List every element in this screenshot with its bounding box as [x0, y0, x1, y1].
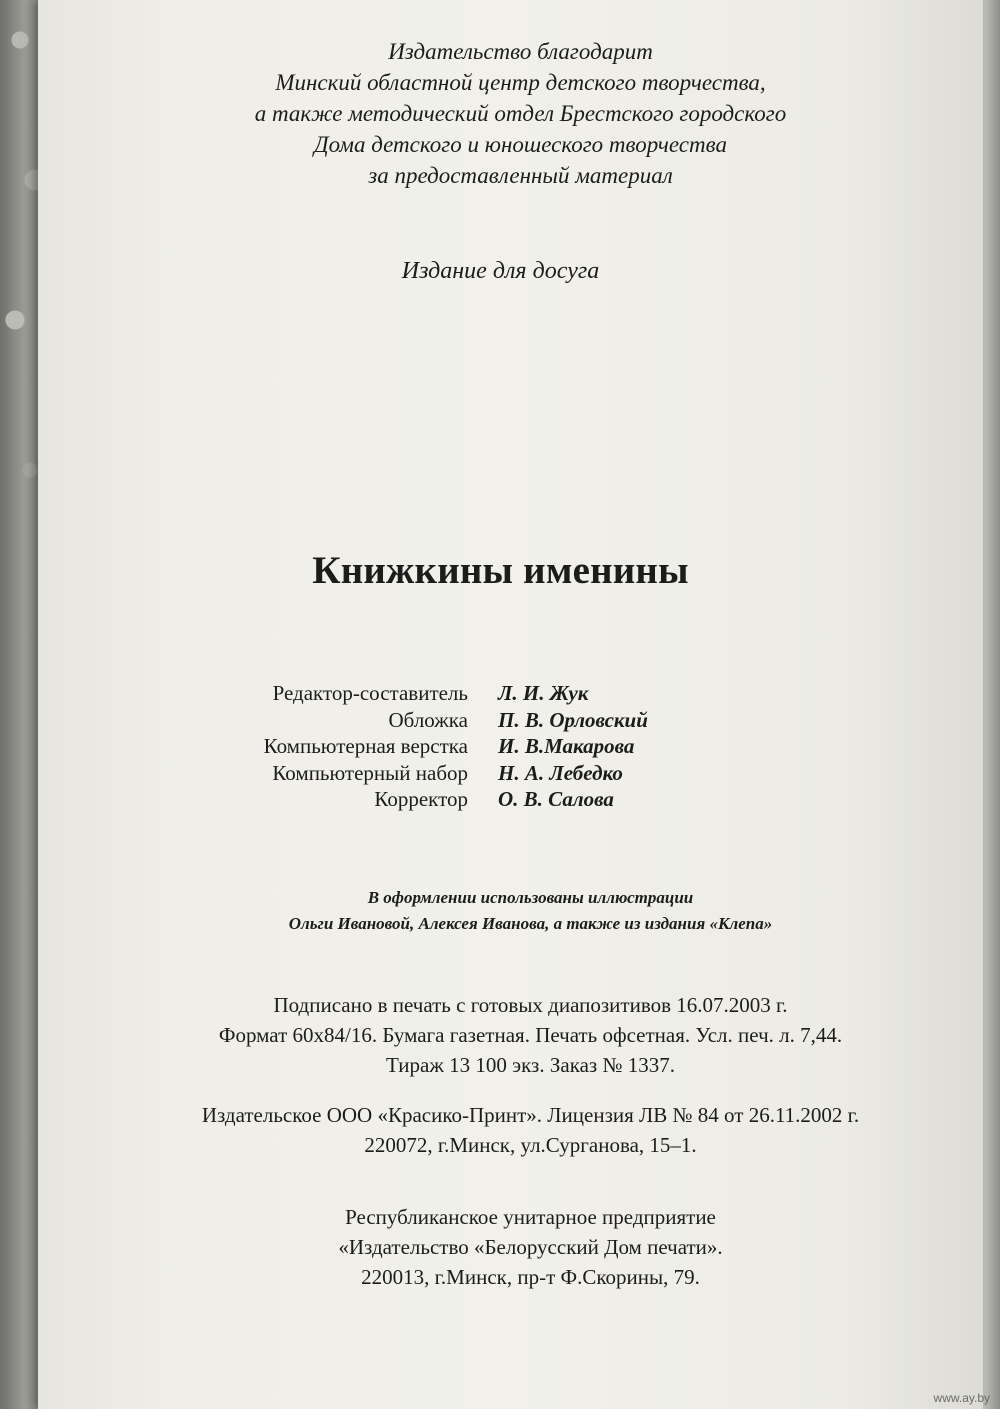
credit-row — [188, 760, 838, 787]
credit-role: Редактор-составитель — [272, 681, 468, 705]
printer-block — [58, 1202, 1000, 1292]
printer-line: «Издательство «Белорусский Дом печати». — [338, 1235, 723, 1259]
site-watermark: www.ay.by — [933, 1391, 990, 1405]
publisher-block — [58, 1100, 1000, 1160]
acknowledgement-line: за предоставленный материал — [368, 163, 673, 188]
publisher-line: Издательское ООО «Красико-Принт». Лицензия ЛВ № 84 от 26.11.2002 г. — [201, 1103, 860, 1127]
credit-role: Компьютерная верстка — [263, 734, 468, 758]
credit-row — [188, 707, 838, 734]
illustrations-line: В оформлении использованы иллюстрации — [367, 888, 694, 907]
acknowledgement-line: а также методический отдел Брестского городского — [254, 101, 787, 126]
printer-line: 220013, г.Минск, пр-т Ф.Скорины, 79. — [361, 1265, 700, 1289]
credit-name: Л. И. Жук — [498, 681, 589, 705]
credits-list — [188, 680, 838, 813]
print-info-line: Подписано в печать с готовых диапозитивов 16.07.2003 г. — [273, 993, 788, 1017]
credit-row — [188, 680, 838, 707]
credit-name: И. В.Макарова — [498, 734, 635, 758]
acknowledgement-line: Дома детского и юношеского творчества — [314, 132, 727, 157]
print-info-block — [58, 990, 1000, 1080]
print-info-line: Формат 60х84/16. Бумага газетная. Печать офсетная. Усл. печ. л. 7,44. — [218, 1023, 843, 1047]
acknowledgement-line: Издательство благодарит — [388, 39, 653, 64]
credit-role: Компьютерный набор — [272, 760, 468, 785]
credit-row — [188, 786, 838, 813]
credit-role: Корректор — [374, 787, 468, 811]
printer-line: Республиканское унитарное предприятие — [345, 1205, 716, 1229]
acknowledgement-line: Минский областной центр детского творчества, — [275, 70, 766, 95]
credit-name: Н. А. Лебедко — [498, 760, 623, 785]
credit-name: О. В. Салова — [498, 787, 614, 811]
book-page — [38, 0, 983, 1409]
acknowledgement-block — [48, 36, 993, 191]
book-title: Книжкины именины — [312, 549, 689, 592]
print-info-line: Тираж 13 100 экз. Заказ № 1337. — [386, 1053, 675, 1077]
edition-type: Издание для досуга — [401, 258, 600, 284]
credit-name: П. В. Орловский — [498, 707, 648, 732]
credit-row — [188, 733, 838, 760]
publisher-line: 220072, г.Минск, ул.Сурганова, 15–1. — [364, 1133, 697, 1157]
illustrations-note — [58, 885, 1000, 937]
credit-role: Обложка — [388, 707, 468, 732]
illustrations-line: Ольги Ивановой, Алексея Иванова, а также из издания «Клепа» — [288, 914, 773, 933]
